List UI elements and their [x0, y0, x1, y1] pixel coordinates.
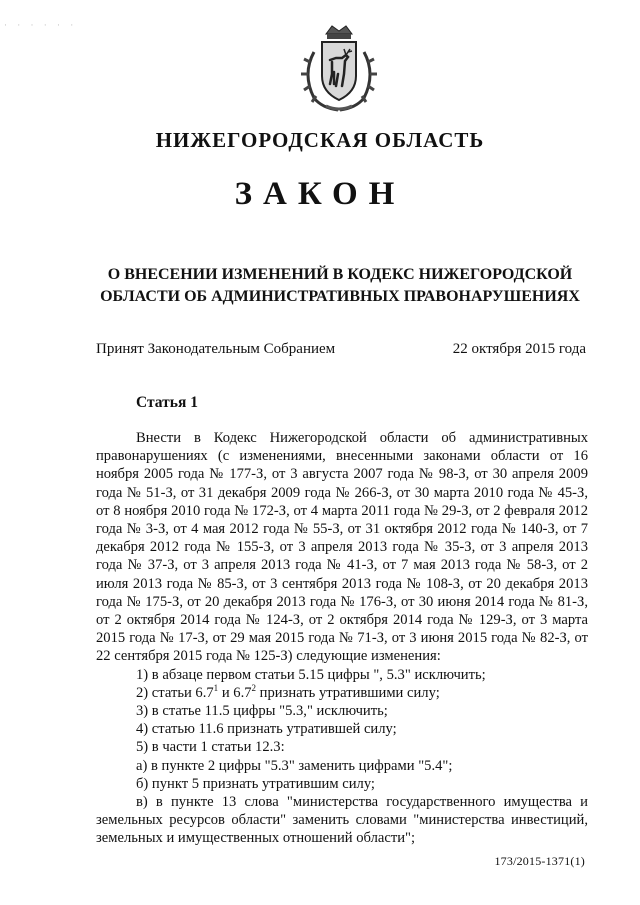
- coat-of-arms-icon: [292, 22, 386, 114]
- document-reference-number: 173/2015-1371(1): [494, 854, 585, 868]
- item-text: признать утратившими силу;: [256, 684, 440, 701]
- list-item: 3) в статье 11.5 цифры "5.3," исключить;: [136, 703, 388, 720]
- adoption-date: 22 октября 2015 года: [452, 341, 586, 357]
- list-item: 5) в части 1 статьи 12.3:: [136, 739, 285, 756]
- sub-list-item: б) пункт 5 признать утратившим силу;: [136, 775, 375, 792]
- article-heading: Статья 1: [136, 394, 198, 411]
- document-type: ЗАКОН: [234, 176, 406, 212]
- list-item: 1) в абзаце первом статьи 5.15 цифры ", 5.3" исключить;: [136, 666, 486, 683]
- scan-artifact-dots: · · · · · ·: [4, 20, 78, 30]
- list-item: [96, 684, 588, 702]
- item-text: 2) статьи 6.7: [136, 684, 214, 701]
- article-intro-paragraph: Внести в Кодекс Нижегородской области об административных правонарушениях (с изменениями, внесенными законами области от 16 ноября 2005 года № 177-З, от 3 августа 2007 года № 98-З, от 30 апреля 2009 года № 51-З, от 31 декабря 2009 года № 266-З, от 30 марта 2010 года № 45-З, от 8 ноября 2010 года № 172-З, от 4 марта 2011 года № 29-З, от 2 февраля 2012 года № 3-З, от 4 мая 2012 года № 55-З, от 31 октября 2012 года № 140-З, от 7 декабря 2012 года № 155-З, от 3 апреля 2013 года № 35-З, от 3 апреля 2013 года № 37-З, от 3 апреля 2013 года № 41-З, от 7 мая 2013 года № 58-З, от 2 июля 2013 года № 85-З, от 3 сентября 2013 года № 108-З, от 20 декабря 2013 года № 175-З, от 20 декабря 2013 года № 176-З, от 30 июня 2014 года № 81-З, от 2 октября 2014 года № 124-З, от 2 октября 2014 года № 129-З, от 3 марта 2015 года № 17-З, от 29 мая 2015 года № 71-З, от 3 июня 2015 года № 82-З, от 22 сентября 2015 года № 125-З) следующие изменения:: [96, 430, 588, 665]
- law-title-line-2: ОБЛАСТИ ОБ АДМИНИСТРАТИВНЫХ ПРАВОНАРУШЕНИЯХ: [100, 288, 580, 305]
- item-text: и 6.7: [218, 684, 252, 701]
- adopting-body: Принят Законодательным Собранием: [96, 341, 336, 357]
- region-name: НИЖЕГОРОДСКАЯ ОБЛАСТЬ: [155, 128, 485, 152]
- sub-list-item: а) в пункте 2 цифры "5.3" заменить цифрами "5.4";: [136, 757, 453, 774]
- article-body: [96, 429, 588, 848]
- superscript: 2: [251, 682, 257, 693]
- list-item: 4) статью 11.6 признать утратившей силу;: [136, 721, 397, 738]
- law-title-line-1: О ВНЕСЕНИИ ИЗМЕНЕНИЙ В КОДЕКС НИЖЕГОРОДСКОЙ: [107, 266, 573, 283]
- sub-list-item: в) в пункте 13 слова "министерства государственного имущества и земельных ресурсов области" заменить словами "министерства инвестиций, земельных и имущественных отношений области";: [96, 794, 588, 847]
- law-title: [60, 264, 620, 308]
- superscript: 1: [213, 682, 219, 693]
